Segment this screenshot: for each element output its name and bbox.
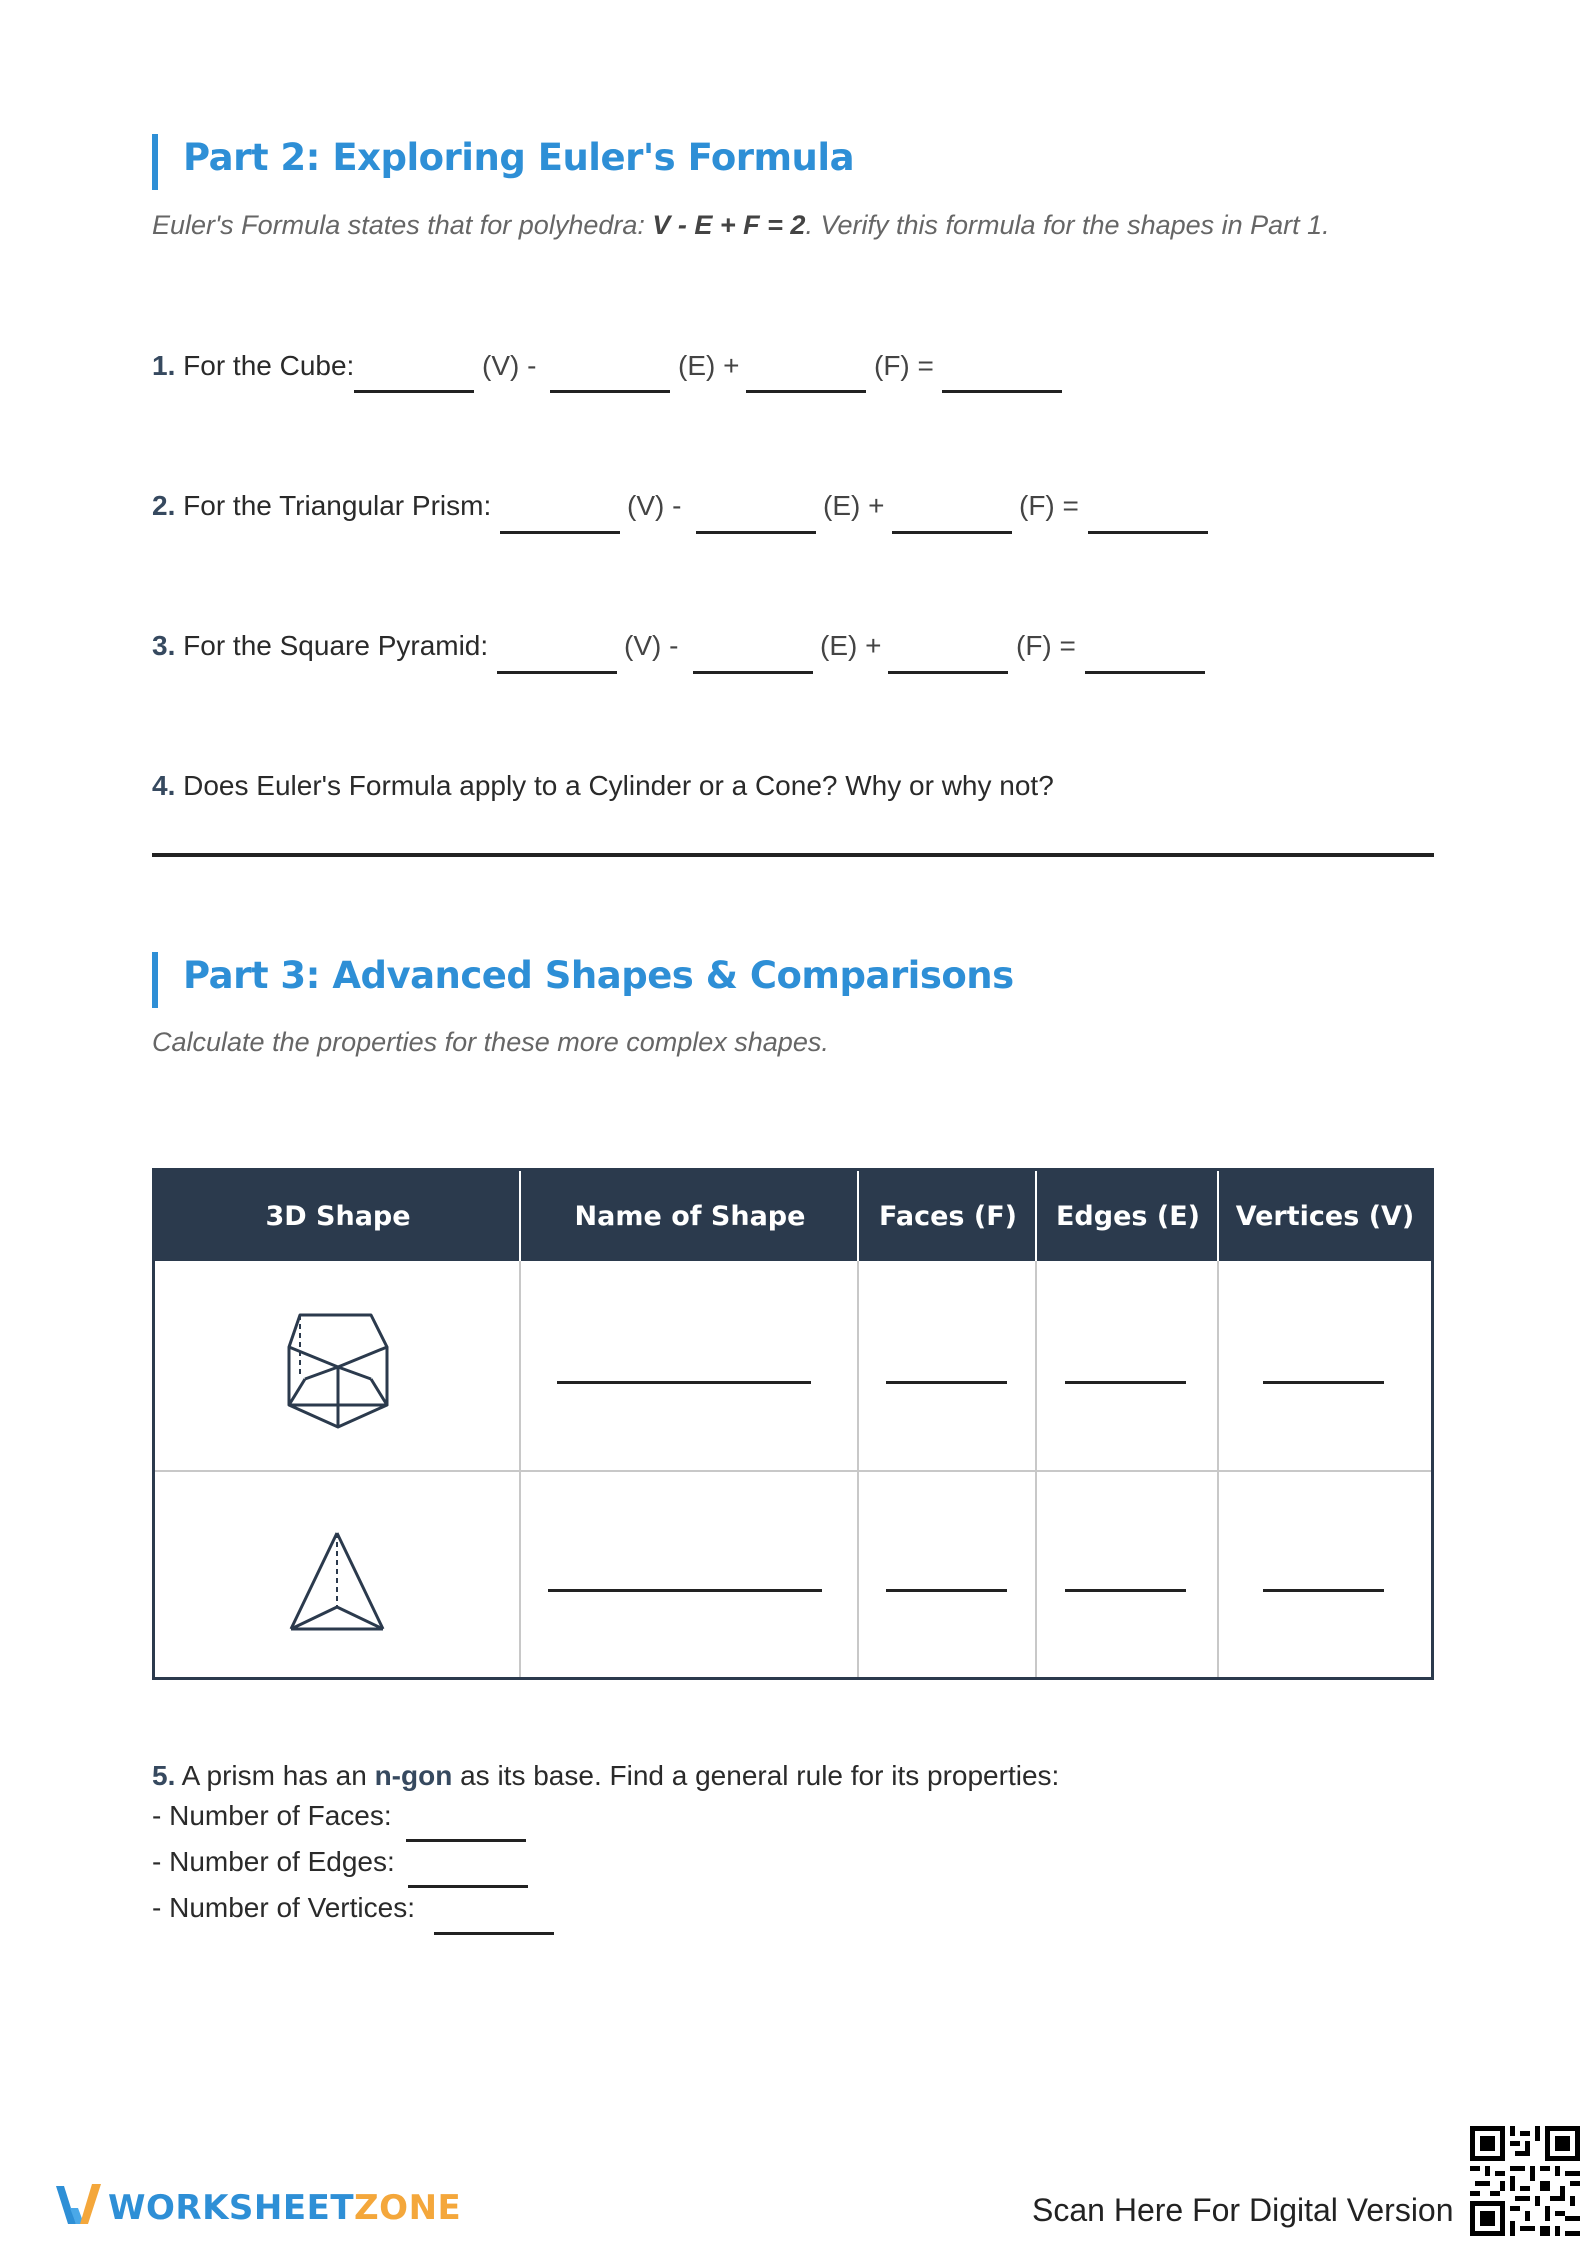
part2-intro (152, 210, 1330, 241)
q2-f-symbol: (F) = (1019, 490, 1079, 521)
column-divider (1217, 1261, 1219, 1677)
q5-vertices-blank[interactable] (434, 1932, 554, 1935)
question-number: 1. (152, 350, 176, 381)
q5-edges-blank[interactable] (408, 1885, 528, 1888)
q3-vertices-blank[interactable] (497, 671, 617, 674)
row2-faces-blank[interactable] (886, 1589, 1007, 1592)
q5-text-before: A prism has an (181, 1760, 375, 1791)
question-3 (152, 630, 488, 662)
q1-vertices-blank[interactable] (354, 390, 474, 393)
table-header-3d-shape: 3D Shape (155, 1171, 521, 1261)
qr-code-icon[interactable] (1470, 2126, 1580, 2236)
table-header-edges: Edges (E) (1037, 1171, 1219, 1261)
worksheetzone-logo-text (108, 2188, 461, 2228)
question-2 (152, 490, 491, 522)
header-divider (1035, 1171, 1037, 1261)
part2-intro-before: Euler's Formula states that for polyhedra: (152, 210, 653, 240)
part3-title: Part 3: Advanced Shapes & Comparisons (183, 954, 1014, 997)
table-header-faces: Faces (F) (859, 1171, 1037, 1261)
question-4 (152, 770, 1054, 802)
q5-text-bold: n-gon (374, 1760, 453, 1791)
header-divider (1217, 1171, 1219, 1261)
q2-e-symbol: (E) + (823, 490, 885, 521)
q5-faces-blank[interactable] (406, 1839, 526, 1842)
question-text: For the Cube: (183, 350, 355, 381)
q2-edges-blank[interactable] (696, 531, 816, 534)
q1-v-symbol: (V) - (482, 350, 537, 381)
q1-faces-blank[interactable] (746, 390, 866, 393)
question-number: 4. (152, 770, 176, 801)
q4-answer-line[interactable] (152, 853, 1434, 857)
row2-edges-blank[interactable] (1065, 1589, 1186, 1592)
q3-e-symbol: (E) + (820, 630, 882, 661)
row2-vertices-blank[interactable] (1263, 1589, 1384, 1592)
part2-title: Part 2: Exploring Euler's Formula (183, 136, 855, 179)
row1-name-blank[interactable] (557, 1381, 811, 1384)
question-5 (152, 1760, 1059, 1792)
row-divider (155, 1470, 1431, 1472)
part3-accent-bar (152, 952, 158, 1008)
q2-vertices-blank[interactable] (500, 531, 620, 534)
pentagonal-prism-icon (275, 1311, 401, 1437)
part2-accent-bar (152, 134, 158, 190)
question-text: For the Square Pyramid: (183, 630, 489, 661)
question-number: 5. (152, 1760, 176, 1791)
table-header-vertices: Vertices (V) (1219, 1171, 1431, 1261)
q5-edges-label: - Number of Edges: (152, 1846, 395, 1877)
q5-text-after: as its base. Find a general rule for its properties: (452, 1760, 1060, 1791)
scan-text: Scan Here For Digital Version (1032, 2192, 1454, 2228)
part3-intro: Calculate the properties for these more complex shapes. (152, 1027, 829, 1057)
q1-e-symbol: (E) + (678, 350, 740, 381)
column-divider (857, 1261, 859, 1677)
column-divider (519, 1261, 521, 1677)
logo-part2: ZONE (354, 2188, 462, 2228)
triangular-pyramid-icon (285, 1529, 389, 1637)
q3-v-symbol: (V) - (624, 630, 679, 661)
row1-faces-blank[interactable] (886, 1381, 1007, 1384)
shapes-table (152, 1168, 1434, 1680)
row1-edges-blank[interactable] (1065, 1381, 1186, 1384)
part2-intro-formula: V - E + F = 2 (652, 210, 806, 240)
q2-faces-blank[interactable] (892, 531, 1012, 534)
question-number: 3. (152, 630, 176, 661)
q3-f-symbol: (F) = (1016, 630, 1076, 661)
q5-faces-label: - Number of Faces: (152, 1800, 392, 1831)
question-text: For the Triangular Prism: (183, 490, 492, 521)
table-header-name: Name of Shape (521, 1171, 859, 1261)
row1-vertices-blank[interactable] (1263, 1381, 1384, 1384)
q1-f-symbol: (F) = (874, 350, 934, 381)
q3-faces-blank[interactable] (888, 671, 1008, 674)
part2-intro-after: . Verify this formula for the shapes in Part 1. (805, 210, 1330, 240)
question-number: 2. (152, 490, 176, 521)
q1-edges-blank[interactable] (550, 390, 670, 393)
question-text: Does Euler's Formula apply to a Cylinder or a Cone? Why or why not? (183, 770, 1054, 801)
header-divider (857, 1171, 859, 1261)
logo-part1: WORKSHEET (108, 2188, 355, 2228)
q2-v-symbol: (V) - (627, 490, 682, 521)
column-divider (1035, 1261, 1037, 1677)
worksheetzone-logo-icon (54, 2178, 104, 2230)
q3-edges-blank[interactable] (693, 671, 813, 674)
q5-vertices-label: - Number of Vertices: (152, 1892, 415, 1923)
q2-result-blank[interactable] (1088, 531, 1208, 534)
q1-result-blank[interactable] (942, 390, 1062, 393)
q3-result-blank[interactable] (1085, 671, 1205, 674)
header-divider (519, 1171, 521, 1261)
row2-name-blank[interactable] (548, 1589, 822, 1592)
question-1 (152, 350, 354, 382)
